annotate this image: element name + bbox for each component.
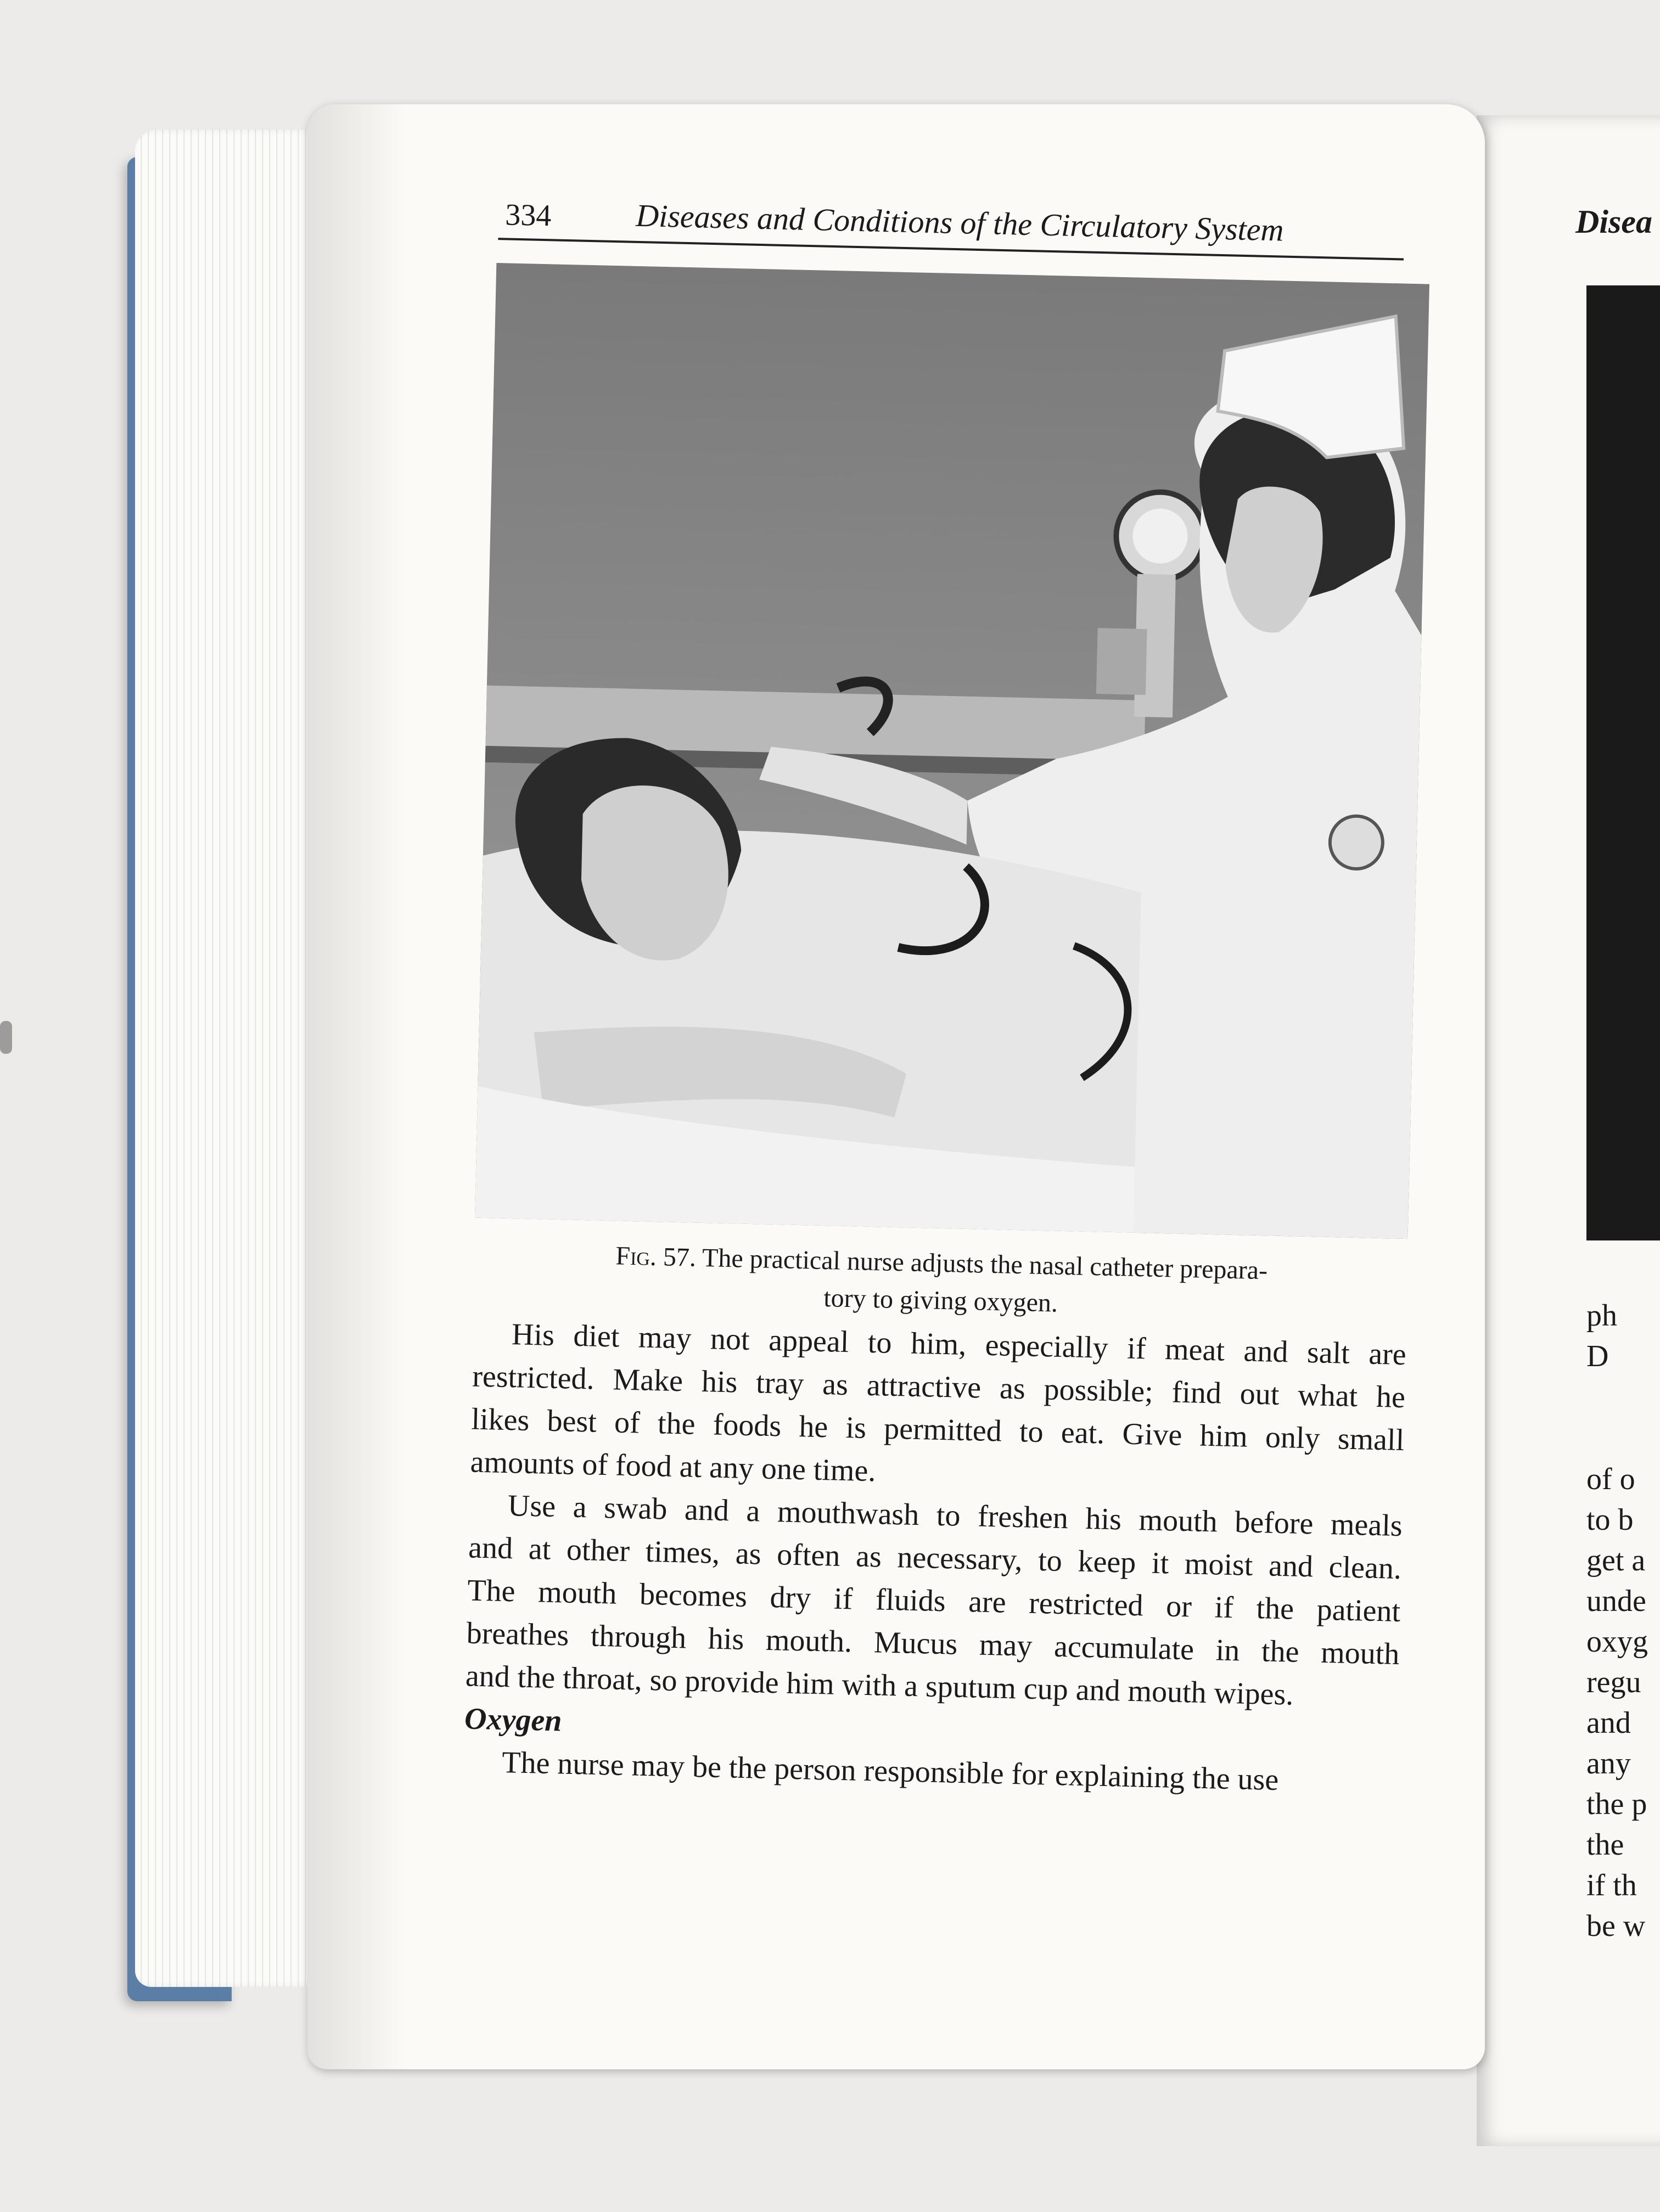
right-caption-line: D: [1586, 1339, 1609, 1373]
text-line: breathes through his mouth. Mucus may accumulate in the mouth: [466, 1616, 1400, 1672]
text-line: likes best of the foods he is permitted to eat. Give him only small: [470, 1402, 1405, 1458]
right-line: get a: [1586, 1543, 1646, 1577]
right-line: the: [1586, 1828, 1624, 1862]
right-line: if th: [1586, 1868, 1637, 1902]
right-line: oxyg: [1586, 1625, 1648, 1659]
right-running-head: Disea: [1575, 204, 1652, 240]
page-gutter-shadow: [307, 104, 406, 2069]
text-line: amounts of food at any one time.: [470, 1445, 877, 1489]
text-line: and at other times, as often as necessary, to keep it moist and clean.: [468, 1530, 1402, 1586]
right-line: regu: [1586, 1665, 1641, 1699]
right-line: the p: [1586, 1787, 1647, 1821]
right-page-text: [1586, 1295, 1648, 1946]
right-caption-line: ph: [1586, 1299, 1617, 1333]
nurse-patient-illustration: [475, 263, 1429, 1239]
text-line: His diet may not appeal to him, especially if meat and salt are: [511, 1317, 1407, 1372]
running-head: Diseases and Conditions of the Circulatory System: [635, 197, 1285, 248]
right-line: and: [1586, 1706, 1631, 1740]
right-line: be w: [1586, 1909, 1646, 1943]
section-heading: Oxygen: [464, 1702, 563, 1738]
page-content: [431, 176, 1427, 2008]
caption-line: tory to giving oxygen.: [823, 1283, 1058, 1318]
right-gap: [1586, 1377, 1648, 1459]
page-number: 334: [504, 198, 552, 233]
caption-text: The practical nurse adjusts the nasal catheter prepara-: [702, 1243, 1268, 1285]
text-line: and the throat, so provide him with a sputum cup and mouth wipes.: [465, 1659, 1294, 1712]
right-line: any: [1586, 1747, 1631, 1781]
text-line: Use a swab and a mouthwash to freshen his mouth before meals: [507, 1489, 1403, 1543]
right-line: to b: [1586, 1503, 1634, 1537]
desk-mark: [0, 1021, 12, 1054]
left-page: [307, 104, 1485, 2069]
right-line: of o: [1586, 1462, 1635, 1496]
figure-photo: [475, 263, 1429, 1239]
figure-label: Fig. 57.: [615, 1241, 697, 1272]
body-text: [463, 1312, 1407, 1804]
text-line: The nurse may be the person responsible for explaining the use: [501, 1745, 1279, 1798]
text-line: The mouth becomes dry if fluids are restricted or if the patient: [467, 1573, 1401, 1629]
right-page-photo: [1586, 285, 1660, 1240]
page-edges: [135, 130, 322, 1987]
right-line: unde: [1586, 1584, 1646, 1618]
right-page: [1477, 115, 1660, 2146]
text-line: restricted. Make his tray as attractive as possible; find out what he: [472, 1359, 1406, 1415]
uniform-badge: [1330, 816, 1383, 869]
page-header: [471, 176, 1405, 257]
